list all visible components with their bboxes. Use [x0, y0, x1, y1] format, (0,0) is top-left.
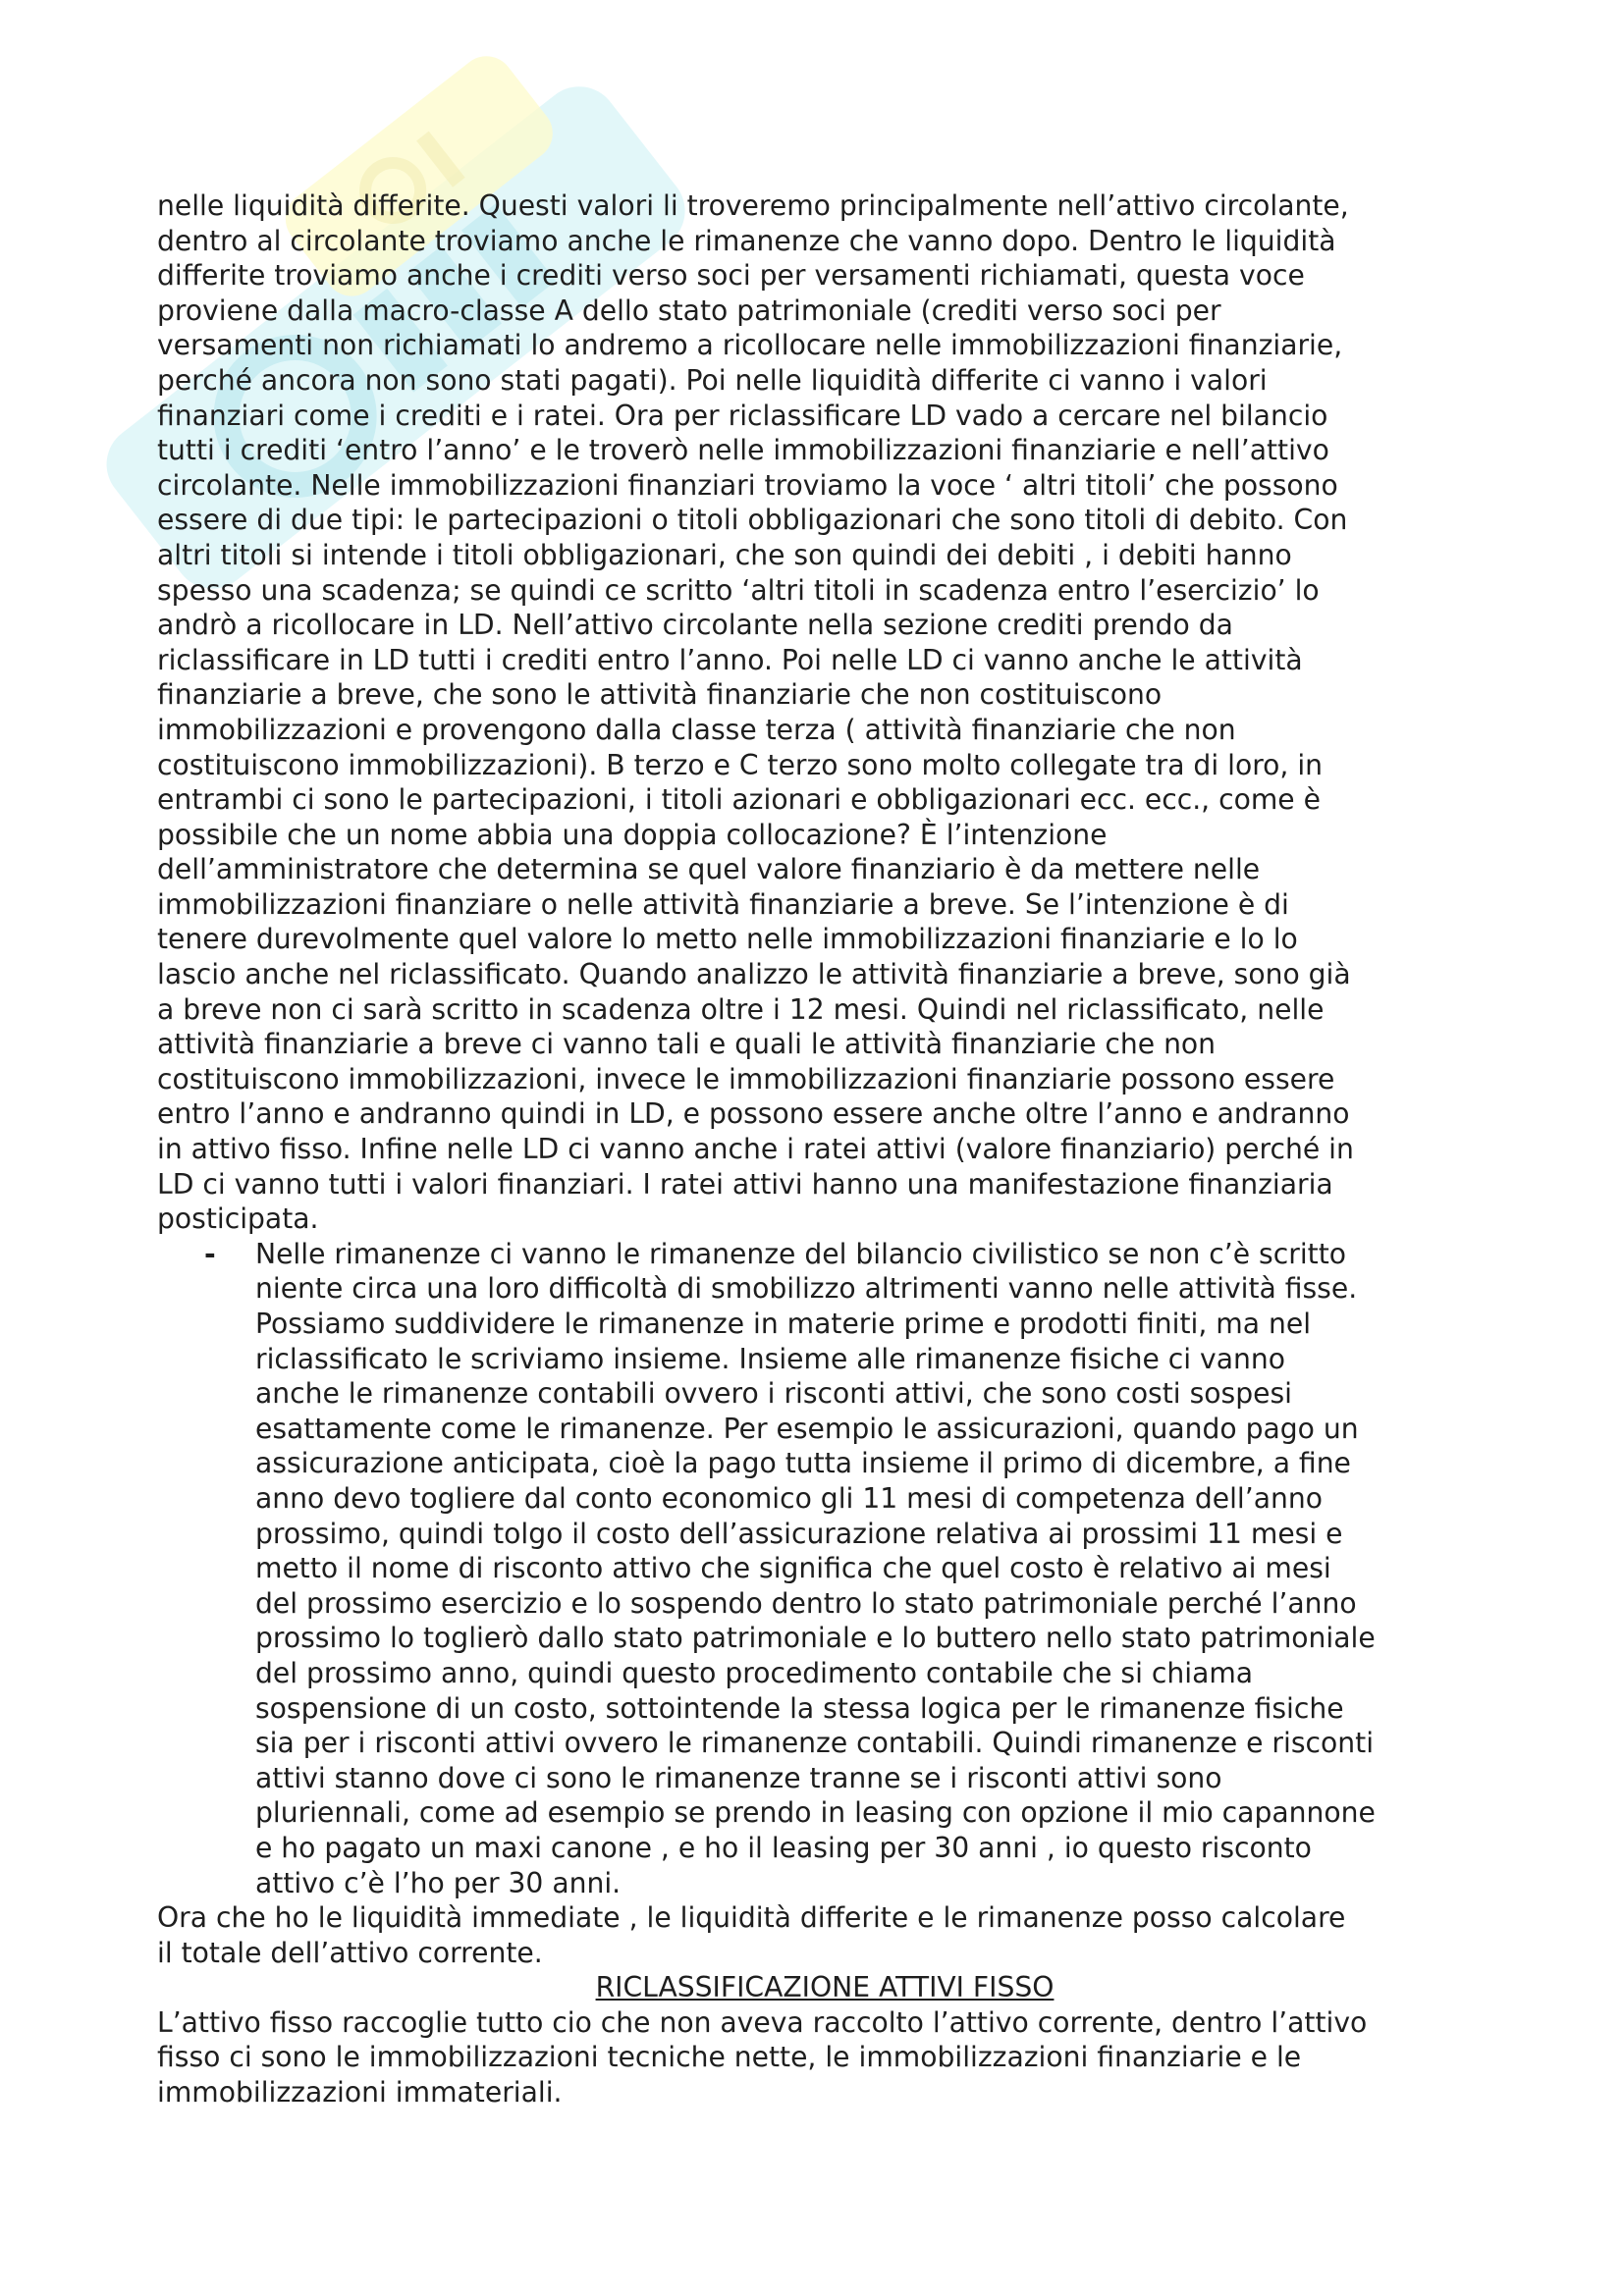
list-item-rimanenze	[157, 1237, 1492, 1900]
section-heading: RICLASSIFICAZIONE ATTIVI FISSO	[595, 1971, 1055, 2004]
paragraph-liquidita-differite: nelle liquidità differite. Questi valori li troveremo principalmente nell’attivo circolante, dentro al circolante troviamo anche le rimanenze che vanno dopo. Dentro le liquidità differite troviamo anche i crediti verso soci per versamenti richiamati, questa voce proviene dalla macro-classe A dello stato patrimoniale (crediti verso soci per versamenti non richiamati lo andremo a ricollocare nelle immobilizzazioni finanziarie, perché ancora non sono stati pagati). Poi nelle liquidità differite ci vanno i valori finanziari come i crediti e i ratei. Ora per riclassificare LD vado a cercare nel bilancio tutti i crediti ‘entro l’anno’ e le troverò nelle immobilizzazioni finanziarie e nell’attivo circolante. Nelle immobilizzazioni finanziari troviamo la voce ‘ altri titoli’ che possono essere di due tipi: le partecipazioni o titoli obbligazionari che sono titoli di debito. Con altri titoli si intende i titoli obbligazionari, che son quindi dei debiti , i debiti hanno spesso una scadenza; se quindi ce scritto ‘altri titoli in scadenza entro l’esercizio’ lo andrò a ricollocare in LD. Nell’attivo circolante nella sezione crediti prendo da riclassificare in LD tutti i crediti entro l’anno. Poi nelle LD ci vanno anche le attività finanziarie a breve, che sono le attività finanziarie che non costituiscono immobilizzazioni e provengono dalla classe terza ( attività finanziarie che non costituiscono immobilizzazioni). B terzo e C terzo sono molto collegate tra di loro, in entrambi ci sono le partecipazioni, i titoli azionari e obbligazionari ecc. ecc., come è possibile che un nome abbia una doppia collocazione? È l’intenzione dell’amministratore che determina se quel valore finanziario è da mettere nelle immobilizzazioni finanziare o nelle attività finanziarie a breve. Se l’intenzione è di tenere durevolmente quel valore lo metto nelle immobilizzazioni finanziarie e lo lo lascio anche nel riclassificato. Quando analizzo le attività finanziarie a breve, sono già a breve non ci sarà scritto in scadenza oltre i 12 mesi. Quindi nel riclassificato, nelle attività finanziarie a breve ci vanno tali e quali le attività finanziarie che non costituiscono immobilizzazioni, invece le immobilizzazioni finanziarie possono essere entro l’anno e andranno quindi in LD, e possono essere anche oltre l’anno e andranno in attivo fisso. Infine nelle LD ci vanno anche i ratei attivi (valore finanziario) perché in LD ci vanno tutti i valori finanziari. I ratei attivi hanno una manifestazione finanziaria posticipata.	[157, 189, 1354, 1236]
bullet-text-rimanenze: Nelle rimanenze ci vanno le rimanenze del bilancio civilistico se non c’è scritto niente circa una loro difficoltà di smobilizzo altrimenti vanno nelle attività fisse. Possiamo suddividere le rimanenze in materie prime e prodotti finiti, ma nel riclassificato le scriviamo insieme. Insieme alle rimanenze fisiche ci vanno anche le rimanenze contabili ovvero i risconti attivi, che sono costi sospesi esattamente come le rimanenze. Per esempio le assicurazioni, quando pago un assicurazione anticipata, cioè la pago tutta insieme il primo di dicembre, a fine anno devo togliere dal conto economico gli 11 mesi di competenza dell’anno prossimo, quindi tolgo il costo dell’assicurazione relativa ai prossimi 11 mesi e metto il nome di risconto attivo che significa che quel costo è relativo ai mesi del prossimo esercizio e lo sospendo dentro lo stato patrimoniale perché l’anno prossimo lo toglierò dallo stato patrimoniale e lo buttero nello stato patrimoniale del prossimo anno, quindi questo procedimento contabile che si chiama sospensione di un costo, sottointende la stessa logica per le rimanenze fisiche sia per i risconti attivi ovvero le rimanenze contabili. Quindi rimanenze e risconti attivi stanno dove ci sono le rimanenze tranne se i risconti attivi sono pluriennali, come ad esempio se prendo in leasing con opzione il mio capannone e ho pagato un maxi canone , e ho il leasing per 30 anni , io questo risconto attivo c’è l’ho per 30 anni.	[255, 1237, 1376, 1899]
bullet-marker: -	[204, 1237, 216, 1270]
paragraph-attivo-corrente: Ora che ho le liquidità immediate , le liquidità differite e le rimanenze posso calcolare il totale dell’attivo corrente.	[157, 1901, 1346, 1969]
paragraph-attivo-fisso: L’attivo fisso raccoglie tutto cio che non aveva raccolto l’attivo corrente, dentro l’attivo fisso ci sono le immobilizzazioni tecniche nette, le immobilizzazioni finanziarie e le immobilizzazioni immateriali.	[157, 2005, 1368, 2109]
document-body	[157, 188, 1492, 2110]
